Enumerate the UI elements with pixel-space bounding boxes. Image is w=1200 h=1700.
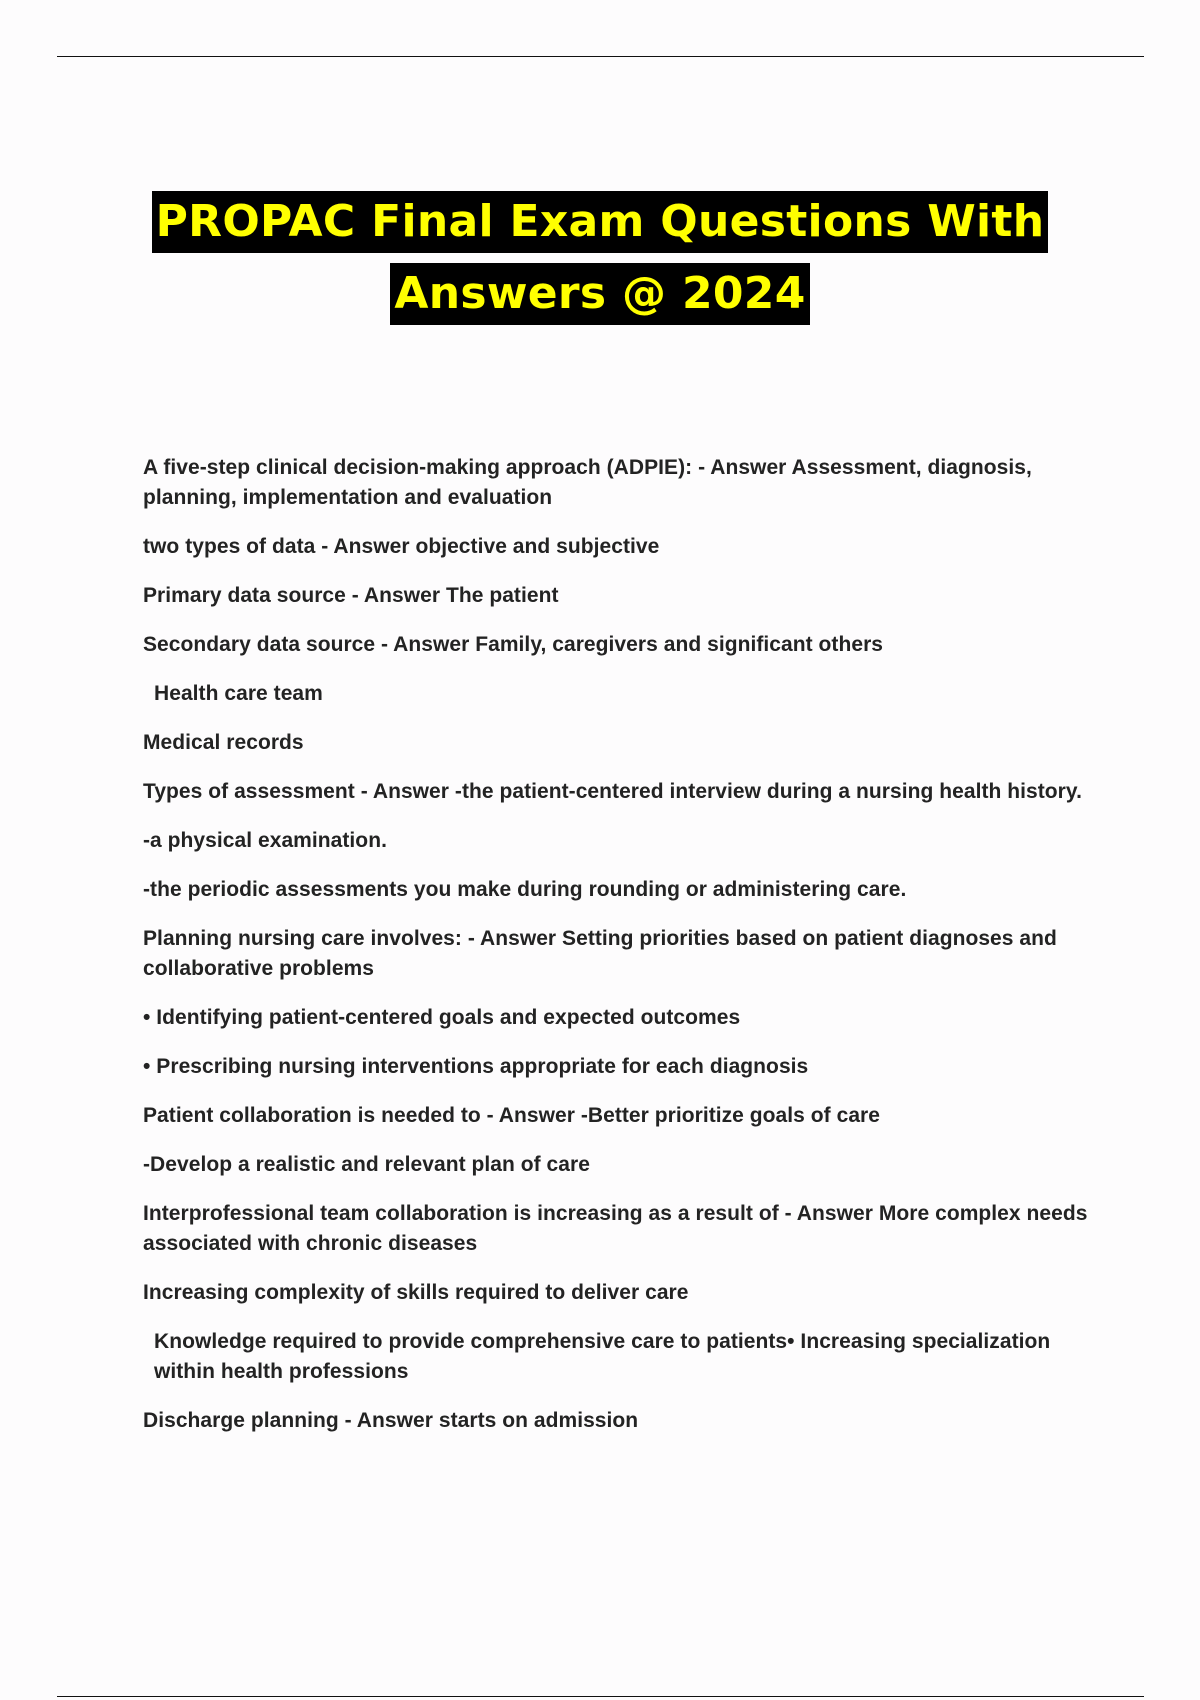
qa-item: Knowledge required to provide comprehensive care to patients• Increasing specialization within health professions [154, 1330, 1051, 1383]
top-rule [57, 56, 1144, 57]
qa-item: Health care team [154, 682, 323, 705]
bottom-rule [57, 1696, 1144, 1697]
qa-item: Planning nursing care involves: - Answer Setting priorities based on patient diagnoses and collaborative problems [143, 927, 1057, 980]
qa-item: • Identifying patient-centered goals and expected outcomes [143, 1006, 741, 1029]
qa-item: Discharge planning - Answer starts on admission [143, 1409, 639, 1432]
qa-item: • Prescribing nursing interventions appropriate for each diagnosis [143, 1055, 809, 1078]
qa-item: Primary data source - Answer The patient [143, 584, 559, 607]
title-line-1: PROPAC Final Exam Questions With [152, 191, 1049, 253]
qa-item: -the periodic assessments you make during rounding or administering care. [143, 878, 907, 901]
qa-item: Medical records [143, 731, 304, 754]
qa-item: two types of data - Answer objective and subjective [143, 535, 660, 558]
qa-item: -Develop a realistic and relevant plan of care [143, 1153, 590, 1176]
qa-item: A five-step clinical decision-making approach (ADPIE): - Answer Assessment, diagnosis, planning, implementation and evaluation [143, 456, 1032, 509]
qa-item: -a physical examination. [143, 829, 387, 852]
qa-list [143, 453, 1103, 1455]
qa-item: Types of assessment - Answer -the patient-centered interview during a nursing health history. [143, 780, 1082, 803]
title-line-2: Answers @ 2024 [390, 263, 809, 325]
qa-item: Patient collaboration is needed to - Answer -Better prioritize goals of care [143, 1104, 880, 1127]
qa-item: Secondary data source - Answer Family, caregivers and significant others [143, 633, 884, 656]
document-title [0, 191, 1200, 325]
qa-item: Increasing complexity of skills required to deliver care [143, 1281, 689, 1304]
qa-item: Interprofessional team collaboration is increasing as a result of - Answer More complex needs associated with chronic diseases [143, 1202, 1088, 1255]
